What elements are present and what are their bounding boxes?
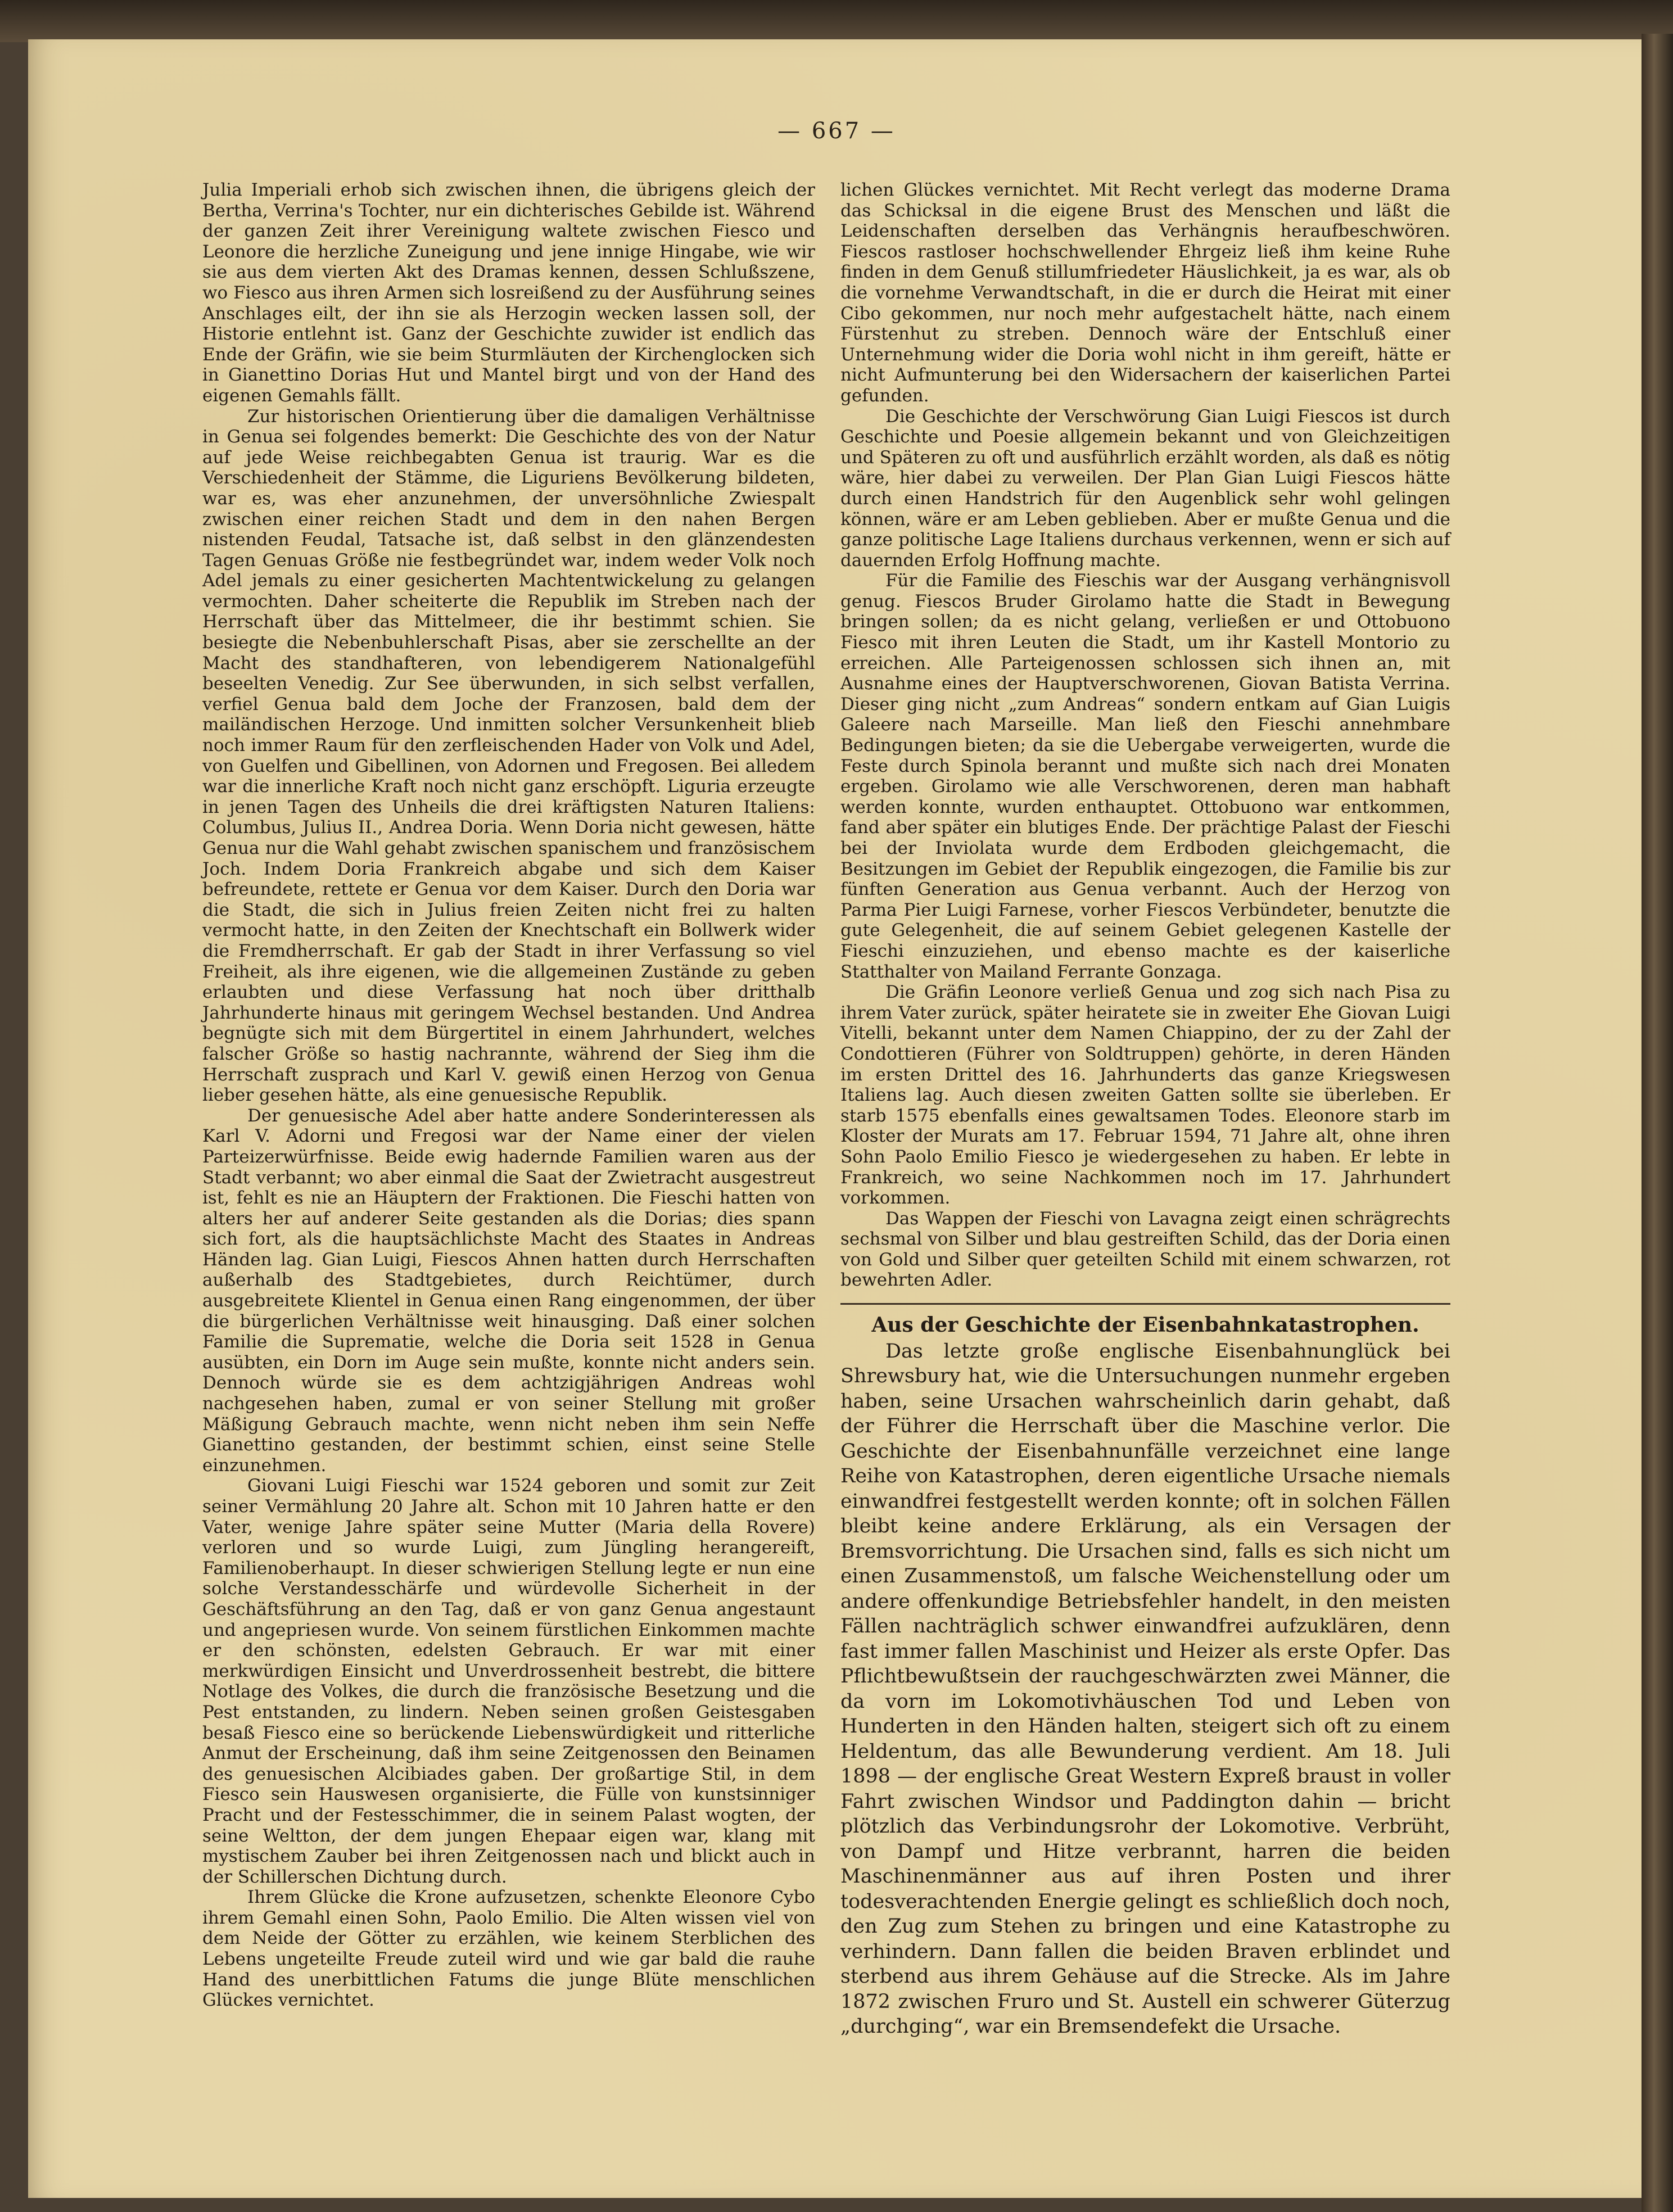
paragraph: Das Wappen der Fieschi von Lavagna zeigt einen schrägrechts sechsmal von Silber und blau gestreiften Schild, das der Doria einen von Gold und Silber quer geteilten Schild mit einem schwarzen, rot bewehrten Adler.: [840, 1208, 1450, 1291]
paragraph: Julia Imperiali erhob sich zwischen ihnen, die übrigens gleich der Bertha, Verrina's Tochter, nur ein dichterisches Gebilde ist. Während der ganzen Zeit ihrer Vereinigung waltete zwischen Fiesco und Leonore die herzliche Zuneigung und jene innige Hingabe, wie wir sie aus dem vierten Akt des Dramas kennen, dessen Schlußszene, wo Fiesco aus ihren Armen sich losreißend zu der Ausführung seines Anschlages eilt, der ihn sie als Herzogin wecken lassen soll, der Historie entlehnt ist. Ganz der Geschichte zuwider ist endlich das Ende der Gräfin, wie sie beim Sturmläuten der Kirchenglocken sich in Gianettino Dorias Hut und Mantel birgt und von der Hand des eigenen Gemahls fällt.: [202, 180, 815, 406]
paragraph: lichen Glückes vernichtet. Mit Recht verlegt das moderne Drama das Schicksal in die eigene Brust des Menschen und läßt die Leidenschaften derselben das Verhängnis heraufbeschwören. Fiescos rastloser hochschwellender Ehrgeiz ließ ihm keine Ruhe finden in dem Genuß stillumfriedeter Häuslichkeit, ja es war, als ob die vornehme Verwandtschaft, in die er durch die Heirat mit einer Cibo gekommen, nur noch mehr aufgestachelt hätte, nach einem Fürstenhut zu streben. Dennoch wäre der Entschluß einer Unternehmung wider die Doria wohl nicht in ihm gereift, hätte er nicht Aufmunterung bei den Widersachern der kaiserlichen Partei gefunden.: [840, 180, 1450, 406]
paragraph: Giovani Luigi Fieschi war 1524 geboren und somit zur Zeit seiner Vermählung 20 Jahre alt. Schon mit 10 Jahren hatte er den Vater, wenige Jahre später seine Mutter (Maria della Rovere) verloren und so wurde Luigi, zum Jüngling herangereift, Familienoberhaupt. In dieser schwierigen Stellung legte er nun eine solche Verstandesschärfe und würdevolle Sicherheit in der Geschäftsführung an den Tag, daß er von ganz Genua angestaunt und angepriesen wurde. Von seinem fürstlichen Einkommen machte er den schönsten, edelsten Gebrauch. Er war mit einer merkwürdigen Einsicht und Unverdrossenheit bestrebt, die bittere Notlage des Volkes, die durch die französische Besetzung und die Pest entstanden, zu lindern. Neben seinen großen Geistesgaben besaß Fiesco eine so berückende Liebenswürdigkeit und ritterliche Anmut der Erscheinung, daß ihm seine Zeitgenossen den Beinamen des genuesischen Alcibiades gaben. Der großartige Stil, in dem Fiesco sein Hauswesen organisierte, die Fülle von kunstsinniger Pracht und der Festesschimmer, die in seinem Palast wogten, der seine Weltton, der dem jungen Ehepaar eigen war, klang mit mystischem Zauber bei ihren Zeitgenossen nach und blickt auch in der Schillerschen Dichtung durch.: [202, 1476, 815, 1887]
paragraph: Zur historischen Orientierung über die damaligen Verhältnisse in Genua sei folgendes bemerkt: Die Geschichte des von der Natur auf jede Weise reichbegabten Genua ist traurig. War es die Verschiedenheit der Stämme, die Liguriens Bevölkerung bildeten, war es, was eher anzunehmen, der unversöhnliche Zwiespalt zwischen einer reichen Stadt und dem in den nahen Bergen nistenden Feudal, Tatsache ist, daß selbst in den glänzendesten Tagen Genuas Größe nie festbegründet war, indem weder Volk noch Adel jemals zu einer gesicherten Machtentwickelung zu gelangen vermochten. Daher scheiterte die Republik im Streben nach der Herrschaft über das Mittelmeer, die ihr bestimmt schien. Sie besiegte die Nebenbuhlerschaft Pisas, aber sie zerschellte an der Macht des standhafteren, von lebendigerem Nationalgefühl beseelten Venedig. Zur See überwunden, in sich selbst verfallen, verfiel Genua bald dem Joche der Franzosen, bald dem der mailändischen Herzoge. Und inmitten solcher Versunkenheit blieb noch immer Raum für den zerfleischenden Hader von Volk und Adel, von Guelfen und Gibellinen, von Adornen und Fregosen. Bei alledem war die innerliche Kraft noch nicht ganz erschöpft. Liguria erzeugte in jenen Tagen des Unheils die drei kräftigsten Naturen Italiens: Columbus, Julius II., Andrea Doria. Wenn Doria nicht gewesen, hätte Genua nur die Wahl gehabt zwischen spanischem und französischem Joch. Indem Doria Frankreich abgabe und sich dem Kaiser befreundete, rettete er Genua vor dem Kaiser. Durch den Doria war die Stadt, die sich in Julius freien Zeiten nicht frei zu halten vermocht hatte, in den Zeiten der Knechtschaft ein Bollwerk wider die Fremdherrschaft. Er gab der Stadt in ihrer Verfassung so viel Freiheit, als ihre eigenen, wie die allgemeinen Zustände zu geben erlaubten und diese Verfassung hat noch über dritthalb Jahrhunderte hinaus mit geringem Wechsel bestanden. Und Andrea begnügte sich mit dem Bürgertitel in einem Jahrhundert, welches falscher Größe so hastig nachrannte, während der Sieg ihm die Herrschaft zusprach und Karl V. gewiß einen Herzog von Genua lieber gesehen hätte, als eine genuesische Republik.: [202, 406, 815, 1106]
section-body: [840, 1339, 1450, 2039]
right-column: [840, 180, 1450, 2039]
section-divider: [840, 1303, 1450, 1305]
paragraph: Das letzte große englische Eisenbahnunglück bei Shrewsbury hat, wie die Untersuchungen nunmehr ergeben haben, seine Ursachen wahrscheinlich darin gehabt, daß der Führer die Herrschaft über die Maschine verlor. Die Geschichte der Eisenbahnunfälle verzeichnet eine lange Reihe von Katastrophen, deren eigentliche Ursache niemals einwandfrei festgestellt werden konnte; oft in solchen Fällen bleibt keine andere Erklärung, als ein Versagen der Bremsvorrichtung. Die Ursachen sind, falls es sich nicht um einen Zusammenstoß, um falsche Weichenstellung oder um andere offenkundige Betriebsfehler handelt, in den meisten Fällen nachträglich schwer einwandfrei aufzuklären, denn fast immer fallen Maschinist und Heizer als erste Opfer. Das Pflichtbewußtsein der rauchgeschwärzten zwei Männer, die da vorn im Lokomotivhäuschen Tod und Leben von Hunderten in den Händen halten, steigert sich oft zu einem Heldentum, das alle Bewunderung verdient. Am 18. Juli 1898 — der englische Great Western Expreß braust in voller Fahrt zwischen Windsor und Paddington dahin — bricht plötzlich das Verbindungsrohr der Lokomotive. Verbrüht, von Dampf und Hitze verbrannt, harren die beiden Maschinenmänner aus auf ihren Posten und ihrer todesverachtenden Energie gelingt es schließlich doch noch, den Zug zum Stehen zu bringen und eine Katastrophe zu verhindern. Dann fallen die beiden Braven erblindet und sterbend aus ihrem Gehäuse auf die Strecke. Als im Jahre 1872 zwischen Fruro und St. Austell ein schwerer Güterzug „durchging“, war ein Bremsendefekt die Ursache.: [840, 1340, 1450, 2038]
paragraph: Ihrem Glücke die Krone aufzusetzen, schenkte Eleonore Cybo ihrem Gemahl einen Sohn, Paolo Emilio. Die Alten wissen viel von dem Neide der Götter zu erzählen, wie keinem Sterblichen des Lebens ungeteilte Freude zuteil wird und wie gar bald die rauhe Hand des unerbittlichen Fatums die junge Blüte menschlichen Glückes vernichtet.: [202, 1887, 815, 2011]
page-number: — 667 —: [777, 118, 896, 144]
paragraph: Die Gräfin Leonore verließ Genua und zog sich nach Pisa zu ihrem Vater zurück, später heiratete sie in zweiter Ehe Giovan Luigi Vitelli, bekannt unter dem Namen Chiappino, der zu der Zahl der Condottieren (Führer von Soldtruppen) gehörte, in deren Händen im ersten Drittel des 16. Jahrhunderts das ganze Kriegswesen Italiens lag. Auch diesen zweiten Gatten sollte sie überleben. Er starb 1575 ebenfalls eines gewaltsamen Todes. Eleonore starb im Kloster der Murats am 17. Februar 1594, 71 Jahre alt, ohne ihren Sohn Paolo Emilio Fiesco je wiedergesehen zu haben. Er lebte in Frankreich, wo seine Nachkommen noch im 17. Jahrhundert vorkommen.: [840, 982, 1450, 1209]
paragraph: Der genuesische Adel aber hatte andere Sonderinteressen als Karl V. Adorni und Fregosi war der Name einer der vielen Parteizerwürfnisse. Beide ewig hadernde Familien waren aus der Stadt verbannt; wo aber einmal die Saat der Zwietracht ausgestreut ist, fehlt es nie an Häuptern der Fraktionen. Die Fieschi hatten von alters her auf anderer Seite gestanden als die Dorias; dies spann sich fort, als die hauptsächlichste Macht des Staates in Andreas Händen lag. Gian Luigi, Fiescos Ahnen hatten durch Herrschaften außerhalb des Stadtgebietes, durch Reichtümer, durch ausgebreitete Klientel in Genua einen Rang eingenommen, der über die bürgerlichen Verhältnisse weit hinausging. Daß einer solchen Familie die Suprematie, welche die Doria seit 1528 in Genua ausübten, ein Dorn im Auge sein mußte, konnte nicht anders sein. Dennoch würde sie es dem achtzigjährigen Andreas wohl nachgesehen haben, zumal er von seiner Stellung mit großer Mäßigung Gebrauch machte, wenn nicht neben ihm sein Neffe Gianettino gestanden, der bestimmt schien, einst seine Stelle einzunehmen.: [202, 1105, 815, 1476]
book-binding-edge: [1642, 34, 1673, 2212]
left-column: [202, 180, 815, 2011]
section-title: Aus der Geschichte der Eisenbahnkatastrophen.: [871, 1313, 1419, 1337]
book-top-edge: [0, 0, 1673, 42]
paragraph: Die Geschichte der Verschwörung Gian Luigi Fiescos ist durch Geschichte und Poesie allgemein bekannt und von Gleichzeitigen und Späteren zu oft und ausführlich erzählt worden, als daß es nötig wäre, hier dabei zu verweilen. Der Plan Gian Luigi Fiescos hätte durch einen Handstrich für den Augenblick sehr wohl gelingen können, wäre er am Leben geblieben. Aber er mußte Genua und die ganze politische Lage Italiens durchaus verkennen, wenn er sich auf dauernden Erfolg Hoffnung machte.: [840, 406, 1450, 571]
paragraph: Für die Familie des Fieschis war der Ausgang verhängnisvoll genug. Fiescos Bruder Girolamo hatte die Stadt in Bewegung bringen sollen; da es nicht gelang, verließen er und Ottobuono Fiesco mit ihren Leuten die Stadt, um ihr Kastell Montorio zu erreichen. Alle Parteigenossen schlossen sich ihnen an, mit Ausnahme eines der Hauptverschworenen, Giovan Batista Verrina. Dieser ging nicht „zum Andreas“ sondern entkam auf Gian Luigis Galeere nach Marseille. Man ließ den Fieschi annehmbare Bedingungen bieten; da sie die Uebergabe verweigerten, wurde die Feste durch Spinola berannt und mußte sich nach drei Monaten ergeben. Girolamo wie alle Verschworenen, deren man habhaft werden konnte, wurden enthauptet. Ottobuono war entkommen, fand aber später ein blutiges Ende. Der prächtige Palast der Fieschi bei der Inviolata wurde dem Erdboden gleichgemacht, die Besitzungen im Gebiet der Republik eingezogen, die Familie bis zur fünften Generation aus Genua verbannt. Auch der Herzog von Parma Pier Luigi Farnese, vorher Fiescos Verbündeter, benutzte die gute Gelegenheit, die auf seinem Gebiet gelegenen Kastelle der Fieschi einzuziehen, und ebenso machte es der kaiserliche Statthalter von Mailand Ferrante Gonzaga.: [840, 571, 1450, 982]
